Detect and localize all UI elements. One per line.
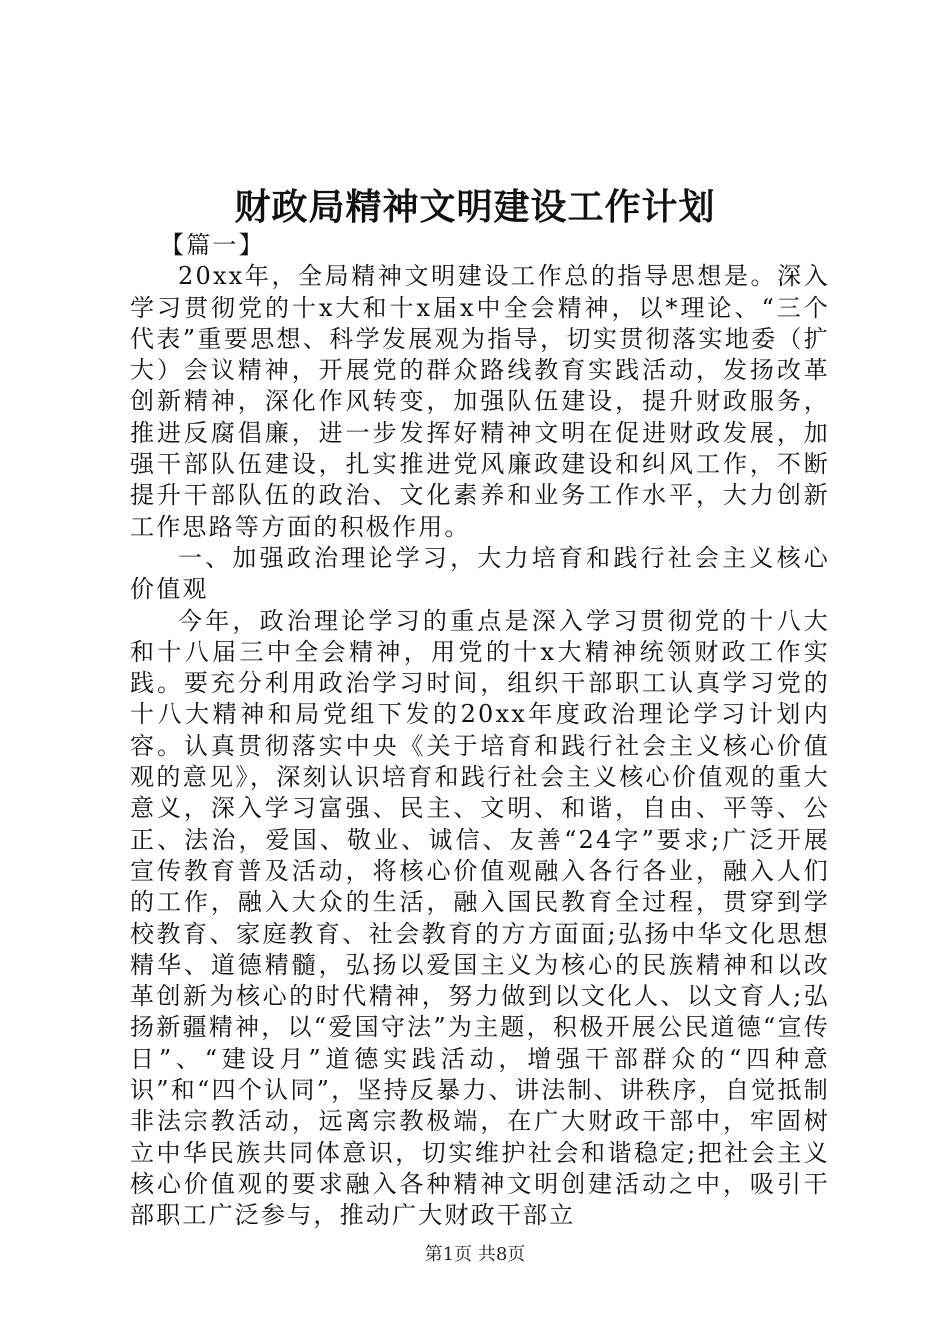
section-tag: 【篇一】 [160, 231, 265, 259]
body-paragraph: 今年，政治理论学习的重点是深入学习贯彻党的十八大和十八届三中全会精神，用党的十x大精神统领财政工作实践。要充分利用政治学习时间，组织干部职工认真学习党的十八大精神和局党组下发的20xx年度政治理论学习计划内容。认真贯彻落实中央《关于培育和践行社会主义核心价值观的意见》，深刻认识培育和践行社会主义核心价值观的重大意义，深入学习富强、民主、文明、和谐，自由、平等、公正、法治，爱国、敬业、诚信、友善“24字”要求;广泛开展宣传教育普及活动，将核心价值观融入各行各业，融入人们的工作，融入大众的生活，融入国民教育全过程，贯穿到学校教育、家庭教育、社会教育的方方面面;弘扬中华文化思想精华、道德精髓，弘扬以爱国主义为核心的民族精神和以改革创新为核心的时代精神，努力做到以文化人、以文育人;弘扬新疆精神，以“爱国守法”为主题，积极开展公民道德“宣传日”、“建设月”道德实践活动，增强干部群众的“四种意识”和“四个认同”，坚持反暴力、讲法制、讲秩序，自觉抵制非法宗教活动，远离宗教极端，在广大财政干部中，牢固树立中华民族共同体意识，切实维护社会和谐稳定;把社会主义核心价值观的要求融入各种精神文明创建活动之中，吸引干部职工广泛参与，推动广大财政干部立 [130, 606, 830, 1230]
section-heading: 一、加强政治理论学习，大力培育和践行社会主义核心价值观 [130, 543, 830, 604]
page-number-footer: 第1页 共8页 [424, 1244, 526, 1265]
document-title: 财政局精神文明建设工作计划 [234, 187, 716, 228]
document-body [130, 230, 830, 1232]
body-paragraph: 20xx年，全局精神文明建设工作总的指导思想是。深入学习贯彻党的十x大和十x届x中全会精神，以*理论、“三个代表”重要思想、科学发展观为指导，切实贯彻落实地委（扩大）会议精神，开展党的群众路线教育实践活动，发扬改革创新精神，深化作风转变，加强队伍建设，提升财政服务，推进反腐倡廉，进一步发挥好精神文明在促进财政发展，加强干部队伍建设，扎实推进党风廉政建设和纠风工作，不断提升干部队伍的政治、文化素养和业务工作水平，大力创新工作思路等方面的积极作用。 [130, 262, 830, 541]
